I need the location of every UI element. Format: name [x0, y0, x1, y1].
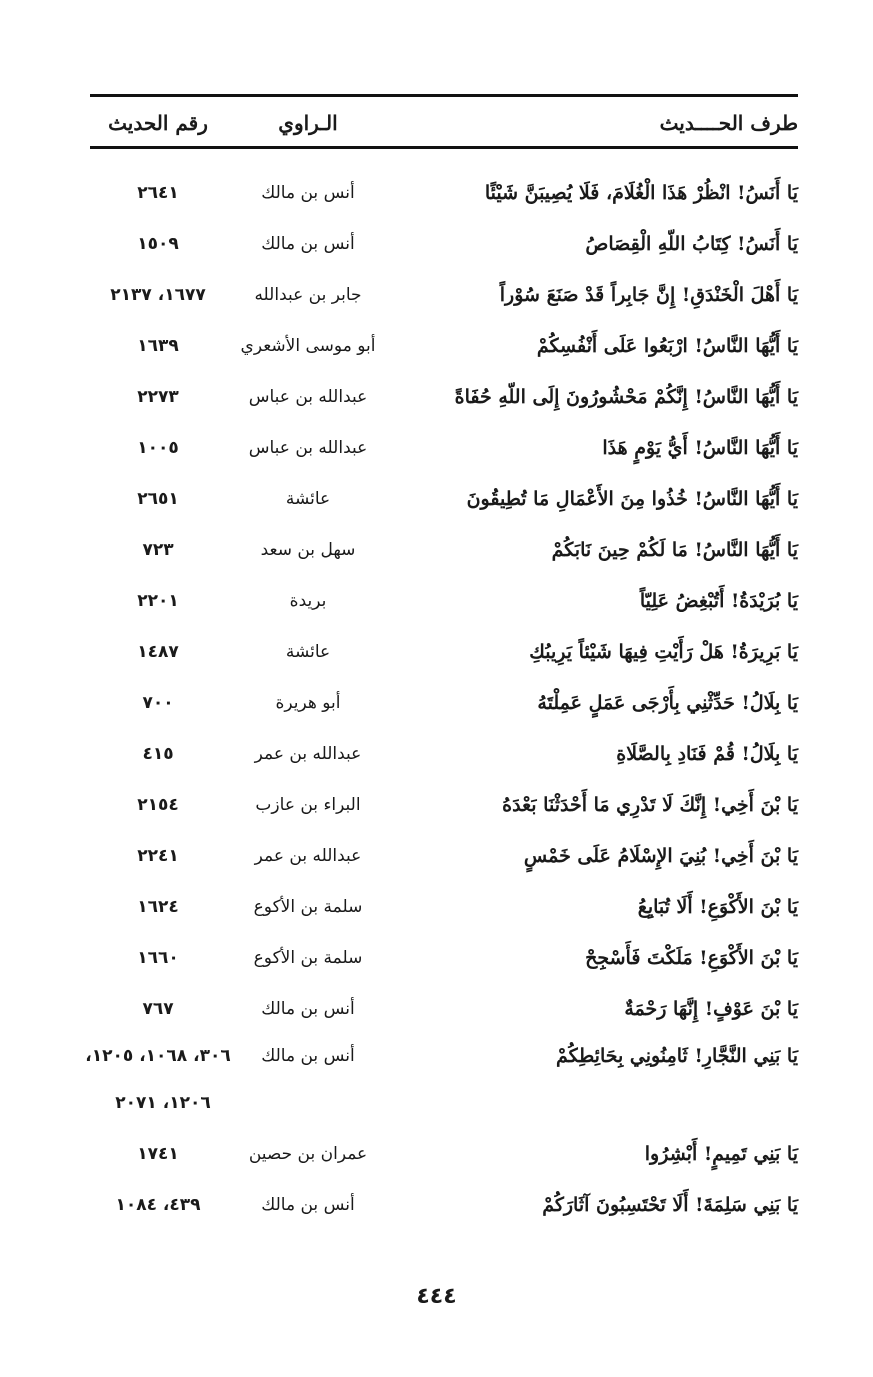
hadith-text: يَا أَيُّهَا النَّاسُ! ارْبَعُوا عَلَى أَنْفُسِكُمْ [536, 334, 798, 357]
hadith-text: يَا بْنَ أَخِي! إِنَّكَ لَا تَدْرِي مَا أَحْدَثْنَا بَعْدَهُ [502, 793, 798, 816]
table-row [90, 626, 798, 677]
hadith-number: ١٦٢٤ [137, 896, 179, 917]
narrator: أنس بن مالك [261, 998, 355, 1019]
hadith-text: يَا بْنَ الأَكْوَعِ! أَلَا تُبَايِعُ [637, 895, 798, 918]
hadith-text [418, 1078, 798, 1128]
table-row [90, 167, 798, 218]
hadith-text: يَا أَيُّهَا النَّاسُ! مَا لَكُمْ حِينَ نَابَكُمْ [551, 538, 798, 561]
hadith-number: ٢٢٠١ [137, 590, 179, 611]
hadith-number: ٤٣٩، ١٠٨٤ [115, 1194, 201, 1215]
hadith-text: يَا بَنِي سَلِمَةَ! أَلَا تَحْتَسِبُونَ آثَارَكُمْ [542, 1193, 798, 1216]
hadith-text: يَا أَيُّهَا النَّاسُ! خُذُوا مِنَ الأَعْمَالِ مَا تُطِيقُونَ [466, 487, 798, 510]
header-top-rule [90, 94, 798, 97]
hadith-number: ٧٢٣ [142, 539, 174, 560]
hadith-number: ٧٠٠ [142, 692, 174, 713]
narrator [208, 1078, 408, 1128]
narrator: جابر بن عبدالله [254, 284, 362, 305]
table-row-continuation [90, 1078, 798, 1128]
hadith-text: يَا بِلَالُ! حَدِّثْنِي بِأَرْجَى عَمَلٍ عَمِلْتَهُ [537, 691, 798, 714]
table-row [85, 1034, 798, 1078]
hadith-number: ٤١٥ [142, 743, 174, 764]
hadith-text: يَا بَنِي النَّجَّارِ! ثَامِنُونِي بِحَائِطِكُمْ [555, 1045, 798, 1067]
hadith-text: يَا أَنَسُ! انْظُرْ هَذَا الْغُلَامَ، فَلَا يُصِيبَنَّ شَيْئًا [484, 181, 798, 204]
hadith-number: ٢٢٤١ [137, 845, 179, 866]
hadith-number: ٢٦٥١ [137, 488, 179, 509]
table-row [90, 728, 798, 779]
narrator: عائشة [285, 641, 331, 662]
hadith-text: يَا أَيُّهَا النَّاسُ! أَيُّ يَوْمٍ هَذَا [602, 436, 798, 459]
hadith-number: ١٢٠٦، ٢٠٧١ [115, 1093, 211, 1113]
table-row [90, 371, 798, 422]
narrator: أبو هريرة [275, 692, 341, 713]
narrator: أنس بن مالك [261, 233, 355, 254]
table-row [90, 677, 798, 728]
table-row [90, 575, 798, 626]
table-row [90, 983, 798, 1034]
hadith-number: ١٧٤١ [137, 1143, 179, 1164]
narrator: أنس بن مالك [261, 1046, 355, 1066]
narrator: بريدة [289, 590, 327, 611]
hadith-text: يَا بِلَالُ! قُمْ فَنَادِ بِالصَّلَاةِ [616, 742, 798, 765]
narrator: سهل بن سعد [260, 539, 356, 560]
narrator: عبدالله بن عمر [254, 845, 362, 866]
hadith-text: يَا بْنَ أَخِي! بُنِيَ الإِسْلَامُ عَلَى خَمْسٍ [523, 844, 798, 867]
table-row [90, 779, 798, 830]
hadith-text: يَا أَيُّهَا النَّاسُ! إِنَّكُمْ مَحْشُورُونَ إِلَى اللّهِ حُفَاةً [454, 385, 798, 408]
narrator: عبدالله بن عمر [254, 743, 362, 764]
narrator: سلمة بن الأكوع [253, 947, 363, 968]
hadith-text: يَا بَنِي تَمِيمٍ! أَبْشِرُوا [644, 1142, 798, 1165]
hadith-text: يَا بُرَيْدَةُ! أَتُبْغِضُ عَلِيّاً [639, 589, 798, 612]
narrator: البراء بن عازب [255, 794, 361, 815]
hadith-number: ١٤٨٧ [137, 641, 179, 662]
table-row [90, 269, 798, 320]
table-row [90, 218, 798, 269]
table-header [90, 104, 798, 142]
header-hadith-column: طرف الحــــديث [659, 111, 798, 135]
table-row [90, 473, 798, 524]
page-number: ٤٤٤ [416, 1284, 457, 1309]
hadith-number: ١٦٧٧، ٢١٣٧ [110, 284, 206, 305]
hadith-text: يَا أَنَسُ! كِتَابُ اللّهِ الْقِصَاصُ [585, 232, 798, 255]
narrator: أبو موسى الأشعري [240, 335, 376, 356]
hadith-number: ١٦٣٩ [137, 335, 179, 356]
hadith-number: ١٦٦٠ [137, 947, 179, 968]
hadith-number: ٢١٥٤ [137, 794, 179, 815]
hadith-text: يَا بَرِيرَةُ! هَلْ رَأَيْتِ فِيهَا شَيْئاً يَرِيبُكِ [529, 640, 798, 663]
header-bottom-rule [90, 146, 798, 149]
hadith-number: ٢٦٤١ [137, 182, 179, 203]
header-number-column: رقم الحديث [108, 111, 208, 135]
narrator: أنس بن مالك [261, 182, 355, 203]
table-row [90, 932, 798, 983]
hadith-number: ١٥٠٩ [137, 233, 179, 254]
hadith-number: ١٠٠٥ [137, 437, 179, 458]
hadith-text: يَا بْنَ الأَكْوَعِ! مَلَكْتَ فَأَسْجِحْ [585, 946, 798, 969]
table-row [90, 830, 798, 881]
narrator: عائشة [285, 488, 331, 509]
narrator: عبدالله بن عباس [248, 386, 368, 407]
hadith-index-table [85, 167, 798, 1230]
table-row [90, 422, 798, 473]
hadith-number: ٣٠٦، ١٠٦٨، ١٢٠٥، [85, 1046, 231, 1066]
hadith-text: يَا أَهْلَ الْخَنْدَقِ! إِنَّ جَابِراً قَدْ صَنَعَ سُوْراً [499, 283, 798, 306]
narrator: عبدالله بن عباس [248, 437, 368, 458]
hadith-text: يَا بْنَ عَوْفٍ! إِنَّهَا رَحْمَةٌ [624, 997, 798, 1020]
hadith-number: ٢٢٧٣ [137, 386, 179, 407]
hadith-number: ٧٦٧ [142, 998, 174, 1019]
table-row [90, 1179, 798, 1230]
table-row [90, 524, 798, 575]
narrator: أنس بن مالك [261, 1194, 355, 1215]
table-row [90, 881, 798, 932]
table-row [90, 320, 798, 371]
header-narrator-column: الـراوي [278, 111, 338, 135]
narrator: سلمة بن الأكوع [253, 896, 363, 917]
table-row [90, 1128, 798, 1179]
narrator: عمران بن حصين [248, 1143, 368, 1164]
